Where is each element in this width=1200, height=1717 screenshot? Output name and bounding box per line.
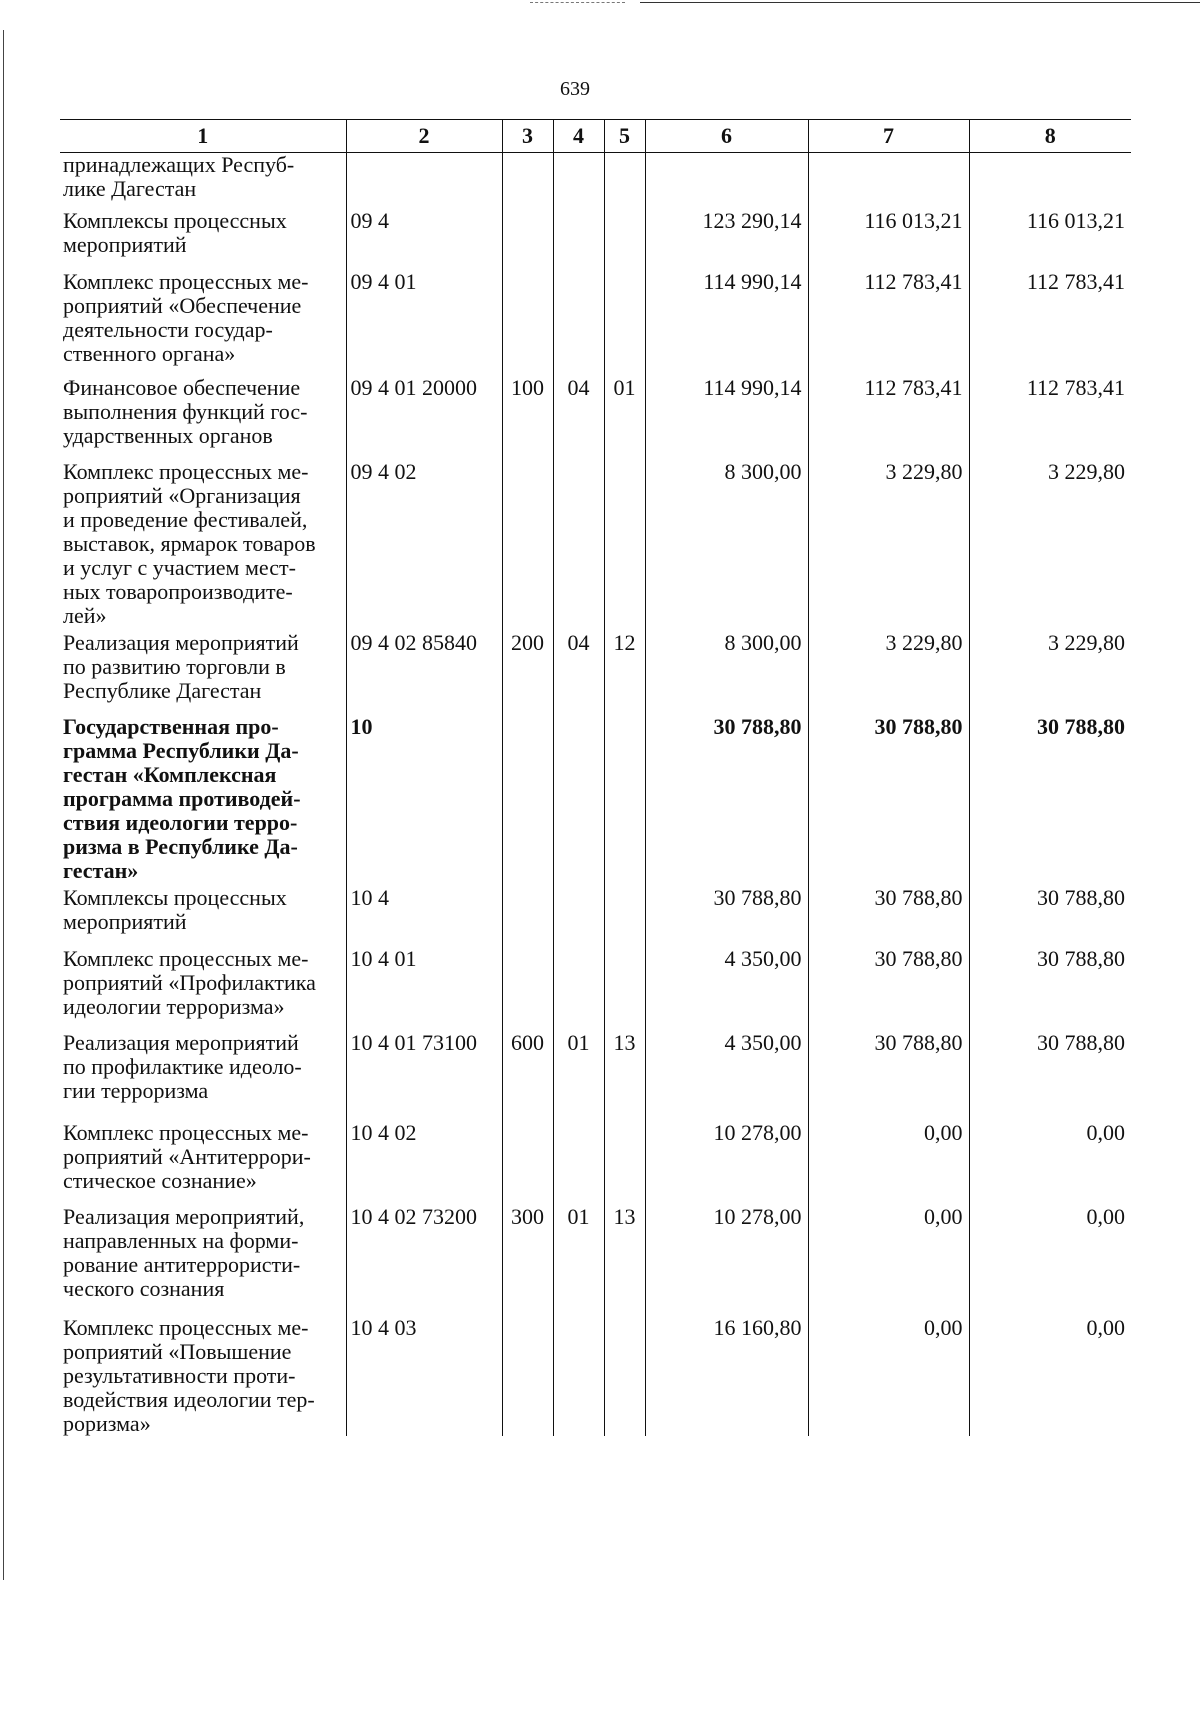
- row-value-col7: 112 783,41: [808, 376, 969, 460]
- row-value-col7: 3 229,80: [808, 631, 969, 715]
- row-name: Реализация мероприятий по развитию торговли в Республике Дагестан: [60, 631, 346, 715]
- table-body: [60, 153, 1131, 1437]
- table-row: [60, 376, 1131, 460]
- row-code: 09 4 02: [346, 460, 502, 631]
- column-header: 8: [969, 120, 1131, 153]
- row-expense-type: 300: [502, 1205, 553, 1316]
- row-name: Комплекс процессных ме- роприятий «Обеспечение деятельности государ- ственного органа»: [60, 270, 346, 376]
- row-expense-type: [502, 886, 553, 947]
- row-value-col7: 0,00: [808, 1121, 969, 1205]
- row-subsection: [604, 715, 645, 886]
- row-expense-type: 200: [502, 631, 553, 715]
- row-name: Комплексы процессных мероприятий: [60, 209, 346, 270]
- row-code: 09 4: [346, 209, 502, 270]
- row-value-col8: [969, 153, 1131, 210]
- row-subsection: 12: [604, 631, 645, 715]
- row-value-col8: 30 788,80: [969, 947, 1131, 1031]
- column-header: 2: [346, 120, 502, 153]
- table-row: [60, 947, 1131, 1031]
- scan-left-edge: [3, 30, 4, 1580]
- table-row: [60, 270, 1131, 376]
- row-code: 10 4 02: [346, 1121, 502, 1205]
- column-header: 6: [645, 120, 808, 153]
- row-value-col6: 16 160,80: [645, 1316, 808, 1436]
- row-value-col8: 3 229,80: [969, 460, 1131, 631]
- row-value-col8: 116 013,21: [969, 209, 1131, 270]
- row-subsection: 13: [604, 1205, 645, 1316]
- table-row: [60, 1316, 1131, 1436]
- row-expense-type: [502, 947, 553, 1031]
- row-subsection: [604, 1316, 645, 1436]
- row-value-col6: 114 990,14: [645, 270, 808, 376]
- row-expense-type: 100: [502, 376, 553, 460]
- row-value-col6: [645, 153, 808, 210]
- column-header: 3: [502, 120, 553, 153]
- row-code: 09 4 01: [346, 270, 502, 376]
- table-row: [60, 886, 1131, 947]
- column-header: 1: [60, 120, 346, 153]
- row-value-col7: 30 788,80: [808, 1031, 969, 1121]
- table-row: [60, 1121, 1131, 1205]
- row-value-col7: 0,00: [808, 1316, 969, 1436]
- row-expense-type: [502, 270, 553, 376]
- row-code: 10 4 03: [346, 1316, 502, 1436]
- row-value-col6: 114 990,14: [645, 376, 808, 460]
- row-section: [553, 1121, 604, 1205]
- row-value-col7: [808, 153, 969, 210]
- row-name: Комплекс процессных ме- роприятий «Профилактика идеологии терроризма»: [60, 947, 346, 1031]
- row-subsection: [604, 947, 645, 1031]
- row-section: 01: [553, 1205, 604, 1316]
- row-value-col6: 4 350,00: [645, 1031, 808, 1121]
- row-code: 10 4 01: [346, 947, 502, 1031]
- row-value-col7: 112 783,41: [808, 270, 969, 376]
- row-value-col7: 3 229,80: [808, 460, 969, 631]
- row-subsection: 13: [604, 1031, 645, 1121]
- row-section: 01: [553, 1031, 604, 1121]
- row-subsection: [604, 209, 645, 270]
- row-subsection: [604, 460, 645, 631]
- row-value-col7: 30 788,80: [808, 886, 969, 947]
- row-expense-type: [502, 460, 553, 631]
- row-section: [553, 270, 604, 376]
- row-code: 09 4 01 20000: [346, 376, 502, 460]
- row-subsection: [604, 270, 645, 376]
- row-code: 10: [346, 715, 502, 886]
- table-row: [60, 460, 1131, 631]
- row-value-col8: 30 788,80: [969, 1031, 1131, 1121]
- row-value-col6: 10 278,00: [645, 1205, 808, 1316]
- row-subsection: [604, 1121, 645, 1205]
- row-value-col6: 123 290,14: [645, 209, 808, 270]
- row-value-col8: 0,00: [969, 1205, 1131, 1316]
- table-row: [60, 209, 1131, 270]
- row-expense-type: 600: [502, 1031, 553, 1121]
- table-row: [60, 1031, 1131, 1121]
- row-value-col7: 30 788,80: [808, 947, 969, 1031]
- row-code: 10 4 01 73100: [346, 1031, 502, 1121]
- budget-table: [60, 119, 1131, 1436]
- header-row: [60, 120, 1131, 153]
- table-row: [60, 715, 1131, 886]
- row-value-col6: 30 788,80: [645, 715, 808, 886]
- row-name: Комплекс процессных ме- роприятий «Организация и проведение фестивалей, выставок, ярмарок товаров и услуг с участием мест- ных товаропроизводите- лей»: [60, 460, 346, 631]
- row-code: 09 4 02 85840: [346, 631, 502, 715]
- row-value-col6: 4 350,00: [645, 947, 808, 1031]
- row-name: Реализация мероприятий по профилактике идеоло- гии терроризма: [60, 1031, 346, 1121]
- row-name: Финансовое обеспечение выполнения функций гос- ударственных органов: [60, 376, 346, 460]
- row-code: [346, 153, 502, 210]
- row-section: 04: [553, 376, 604, 460]
- row-section: [553, 460, 604, 631]
- row-value-col8: 30 788,80: [969, 715, 1131, 886]
- row-expense-type: [502, 1316, 553, 1436]
- column-header: 7: [808, 120, 969, 153]
- row-section: 04: [553, 631, 604, 715]
- row-section: [553, 1316, 604, 1436]
- row-value-col8: 112 783,41: [969, 270, 1131, 376]
- row-value-col8: 0,00: [969, 1121, 1131, 1205]
- row-name: Комплекс процессных ме- роприятий «Повышение результативности проти- водействия идеологии тер- роризма»: [60, 1316, 346, 1436]
- row-name: Комплекс процессных ме- роприятий «Антитеррори- стическое сознание»: [60, 1121, 346, 1205]
- row-name: Государственная про- грамма Республики Да- гестан «Комплексная программа противодей- ствия идеологии терро- ризма в Республике Да- гестан»: [60, 715, 346, 886]
- page-number: 639: [560, 78, 590, 100]
- row-value-col6: 8 300,00: [645, 460, 808, 631]
- row-subsection: [604, 153, 645, 210]
- row-value-col6: 8 300,00: [645, 631, 808, 715]
- row-value-col7: 0,00: [808, 1205, 969, 1316]
- row-value-col7: 30 788,80: [808, 715, 969, 886]
- row-expense-type: [502, 1121, 553, 1205]
- row-section: [553, 886, 604, 947]
- top-rule: [640, 2, 1200, 3]
- row-subsection: 01: [604, 376, 645, 460]
- row-value-col6: 10 278,00: [645, 1121, 808, 1205]
- row-value-col6: 30 788,80: [645, 886, 808, 947]
- table-row: [60, 153, 1131, 210]
- row-expense-type: [502, 153, 553, 210]
- row-code: 10 4: [346, 886, 502, 947]
- row-section: [553, 715, 604, 886]
- row-section: [553, 153, 604, 210]
- row-section: [553, 947, 604, 1031]
- row-value-col7: 116 013,21: [808, 209, 969, 270]
- row-expense-type: [502, 715, 553, 886]
- row-value-col8: 30 788,80: [969, 886, 1131, 947]
- column-header: 5: [604, 120, 645, 153]
- row-value-col8: 0,00: [969, 1316, 1131, 1436]
- row-expense-type: [502, 209, 553, 270]
- row-subsection: [604, 886, 645, 947]
- top-dashed-rule: [530, 2, 625, 3]
- row-code: 10 4 02 73200: [346, 1205, 502, 1316]
- row-name: принадлежащих Респуб- лике Дагестан: [60, 153, 346, 210]
- row-section: [553, 209, 604, 270]
- row-name: Комплексы процессных мероприятий: [60, 886, 346, 947]
- column-header: 4: [553, 120, 604, 153]
- table-row: [60, 631, 1131, 715]
- table-row: [60, 1205, 1131, 1316]
- row-value-col8: 3 229,80: [969, 631, 1131, 715]
- row-name: Реализация мероприятий, направленных на форми- рование антитеррористи- ческого сознания: [60, 1205, 346, 1316]
- row-value-col8: 112 783,41: [969, 376, 1131, 460]
